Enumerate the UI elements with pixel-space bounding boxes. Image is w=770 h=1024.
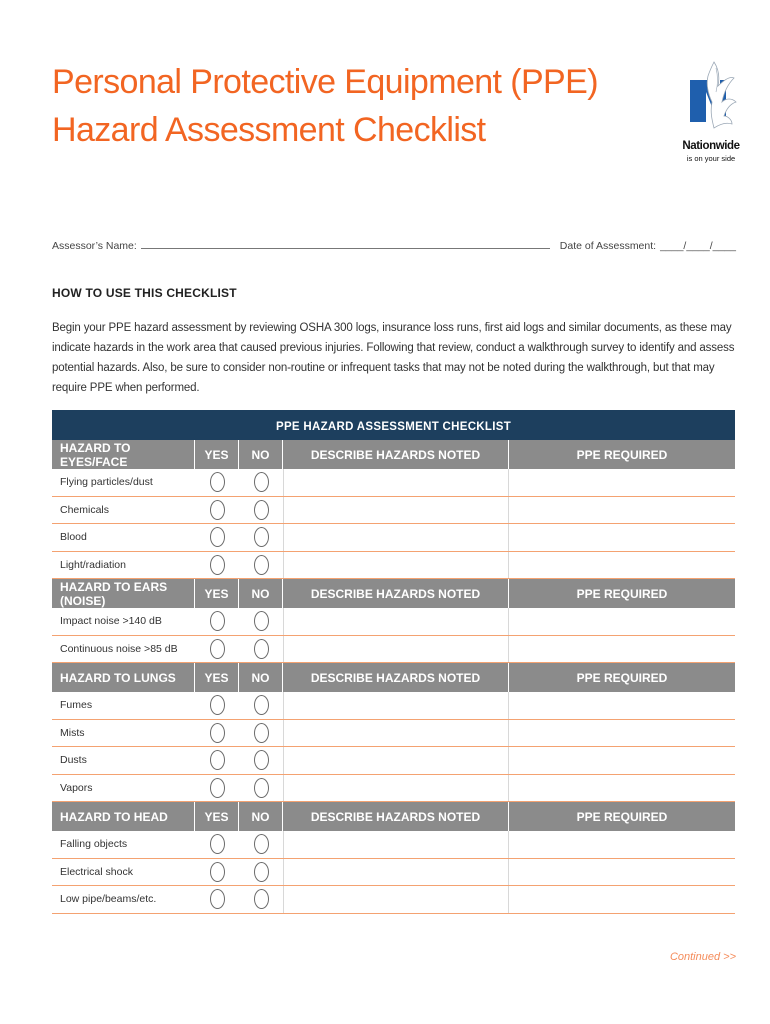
- table-sections: [52, 440, 735, 914]
- ppe-required-field[interactable]: [509, 886, 735, 913]
- no-radio[interactable]: [254, 639, 269, 659]
- nationwide-logo: [676, 58, 746, 170]
- table-row: [52, 608, 735, 636]
- assessor-row: [52, 240, 736, 252]
- ppe-column-label: PPE REQUIRED: [576, 586, 668, 601]
- yes-column-label: YES: [195, 440, 239, 469]
- no-radio[interactable]: [254, 611, 269, 631]
- no-radio[interactable]: [254, 862, 269, 882]
- describe-hazards-field[interactable]: [283, 775, 509, 802]
- logo-wordmark: Nationwide: [682, 140, 740, 152]
- no-column-label: NO: [239, 579, 283, 608]
- no-cell: [239, 469, 283, 496]
- ppe-column-label: PPE REQUIRED: [576, 447, 668, 462]
- no-radio[interactable]: [254, 695, 269, 715]
- hazard-label: Low pipe/beams/etc.: [60, 893, 157, 906]
- ppe-required-field[interactable]: [509, 720, 735, 747]
- yes-radio[interactable]: [210, 527, 225, 547]
- yes-radio[interactable]: [210, 555, 225, 575]
- table-row: [52, 469, 735, 497]
- no-column-label: NO: [239, 440, 283, 469]
- describe-hazards-field[interactable]: [283, 831, 509, 858]
- hazard-label: Continuous noise >85 dB: [60, 642, 178, 655]
- describe-hazards-field[interactable]: [283, 720, 509, 747]
- no-radio[interactable]: [254, 750, 269, 770]
- ppe-required-field[interactable]: [509, 775, 735, 802]
- table-row: [52, 859, 735, 887]
- table-row: [52, 747, 735, 775]
- hazard-label: Chemicals: [60, 503, 110, 516]
- table-row: [52, 886, 735, 914]
- no-radio[interactable]: [254, 723, 269, 743]
- ppe-checklist-table: [52, 410, 735, 914]
- hazard-label: Flying particles/dust: [60, 476, 153, 489]
- no-radio[interactable]: [254, 555, 269, 575]
- how-to-title: HOW TO USE THIS CHECKLIST: [52, 286, 237, 300]
- no-radio[interactable]: [254, 889, 269, 909]
- describe-column-label: DESCRIBE HAZARDS NOTED: [283, 802, 509, 831]
- hazard-label: Impact noise >140 dB: [60, 615, 162, 628]
- document-title: [52, 58, 598, 154]
- no-cell: [239, 497, 283, 524]
- no-radio[interactable]: [254, 527, 269, 547]
- yes-cell: [195, 886, 239, 913]
- describe-hazards-field[interactable]: [283, 469, 509, 496]
- logo-tagline: is on your side: [686, 154, 736, 163]
- yes-cell: [195, 747, 239, 774]
- table-row: [52, 775, 735, 803]
- describe-hazards-field[interactable]: [283, 636, 509, 663]
- section-header: [52, 663, 735, 692]
- yes-cell: [195, 859, 239, 886]
- table-row: [52, 720, 735, 748]
- yes-radio[interactable]: [210, 472, 225, 492]
- describe-hazards-field[interactable]: [283, 692, 509, 719]
- yes-radio[interactable]: [210, 750, 225, 770]
- assessor-name-field[interactable]: [141, 240, 550, 249]
- yes-cell: [195, 775, 239, 802]
- yes-radio[interactable]: [210, 834, 225, 854]
- ppe-column-label: PPE REQUIRED: [576, 809, 668, 824]
- table-row: [52, 692, 735, 720]
- describe-column-label: DESCRIBE HAZARDS NOTED: [283, 579, 509, 608]
- hazard-label: Falling objects: [60, 838, 128, 851]
- yes-column-label: YES: [195, 579, 239, 608]
- no-cell: [239, 636, 283, 663]
- yes-cell: [195, 636, 239, 663]
- hazard-label: Mists: [60, 726, 85, 739]
- continued-link[interactable]: Continued >>: [669, 951, 736, 963]
- no-cell: [239, 886, 283, 913]
- hazard-label: Electrical shock: [60, 865, 133, 878]
- yes-cell: [195, 831, 239, 858]
- section-heading: HAZARD TO EARS (NOISE): [52, 579, 195, 608]
- yes-cell: [195, 552, 239, 579]
- yes-radio[interactable]: [210, 639, 225, 659]
- hazard-label: Light/radiation: [60, 558, 126, 571]
- date-field[interactable]: ____/____/____: [660, 240, 736, 252]
- hazard-label: Blood: [60, 531, 87, 544]
- yes-radio[interactable]: [210, 500, 225, 520]
- section-heading: HAZARD TO EYES/FACE: [52, 440, 195, 469]
- describe-hazards-field[interactable]: [283, 859, 509, 886]
- describe-column-label: DESCRIBE HAZARDS NOTED: [283, 663, 509, 692]
- title-line-2: Hazard Assessment Checklist: [52, 111, 486, 149]
- ppe-required-field[interactable]: [509, 859, 735, 886]
- no-cell: [239, 775, 283, 802]
- yes-radio[interactable]: [210, 889, 225, 909]
- no-radio[interactable]: [254, 500, 269, 520]
- describe-hazards-field[interactable]: [283, 886, 509, 913]
- no-cell: [239, 692, 283, 719]
- table-banner: PPE HAZARD ASSESSMENT CHECKLIST: [52, 410, 735, 440]
- eagle-icon: [676, 58, 746, 140]
- yes-cell: [195, 497, 239, 524]
- ppe-required-field[interactable]: [509, 497, 735, 524]
- no-cell: [239, 831, 283, 858]
- describe-hazards-field[interactable]: [283, 524, 509, 551]
- describe-hazards-field[interactable]: [283, 747, 509, 774]
- hazard-label: Fumes: [60, 699, 93, 712]
- ppe-required-field[interactable]: [509, 636, 735, 663]
- yes-column-label: YES: [195, 663, 239, 692]
- assessor-name-label: Assessor’s Name:: [52, 240, 137, 252]
- yes-radio[interactable]: [210, 723, 225, 743]
- title-line-1: Personal Protective Equipment (PPE): [52, 63, 598, 101]
- no-radio[interactable]: [254, 472, 269, 492]
- section-heading: HAZARD TO LUNGS: [52, 663, 195, 692]
- yes-column-label: YES: [195, 802, 239, 831]
- ppe-column-label: PPE REQUIRED: [576, 670, 668, 685]
- yes-cell: [195, 524, 239, 551]
- yes-cell: [195, 469, 239, 496]
- no-cell: [239, 524, 283, 551]
- yes-cell: [195, 692, 239, 719]
- date-label: Date of Assessment:: [559, 240, 657, 252]
- no-cell: [239, 608, 283, 635]
- hazard-label: Dusts: [60, 754, 87, 767]
- how-to-body: Begin your PPE hazard assessment by reviewing OSHA 300 logs, insurance loss runs, first aid logs and similar documents, as these may indicate hazards in the work area that caused previous injuries. Following that review, conduct a walkthrough survey to identify and assess potential hazards. Also, be sure to consider non-routine or infrequent tasks that may not be noted during the walkthrough, but that may require PPE when performed.: [52, 322, 735, 394]
- describe-hazards-field[interactable]: [283, 552, 509, 579]
- ppe-required-field[interactable]: [509, 524, 735, 551]
- no-cell: [239, 747, 283, 774]
- table-row: [52, 497, 735, 525]
- table-row: [52, 636, 735, 664]
- describe-hazards-field[interactable]: [283, 497, 509, 524]
- hazard-label: Vapors: [60, 781, 93, 794]
- section-header: [52, 440, 735, 469]
- no-radio[interactable]: [254, 834, 269, 854]
- table-row: [52, 524, 735, 552]
- section-header: [52, 802, 735, 831]
- no-cell: [239, 720, 283, 747]
- yes-cell: [195, 608, 239, 635]
- ppe-required-field[interactable]: [509, 831, 735, 858]
- ppe-required-field[interactable]: [509, 747, 735, 774]
- ppe-required-field[interactable]: [509, 608, 735, 635]
- yes-radio[interactable]: [210, 778, 225, 798]
- no-column-label: NO: [239, 663, 283, 692]
- yes-radio[interactable]: [210, 611, 225, 631]
- table-row: [52, 831, 735, 859]
- ppe-required-field[interactable]: [509, 469, 735, 496]
- describe-column-label: DESCRIBE HAZARDS NOTED: [283, 440, 509, 469]
- ppe-required-field[interactable]: [509, 692, 735, 719]
- no-cell: [239, 859, 283, 886]
- ppe-required-field[interactable]: [509, 552, 735, 579]
- yes-radio[interactable]: [210, 695, 225, 715]
- table-row: [52, 552, 735, 580]
- section-heading: HAZARD TO HEAD: [52, 802, 195, 831]
- section-header: [52, 579, 735, 608]
- yes-radio[interactable]: [210, 862, 225, 882]
- yes-cell: [195, 720, 239, 747]
- describe-hazards-field[interactable]: [283, 608, 509, 635]
- no-column-label: NO: [239, 802, 283, 831]
- no-cell: [239, 552, 283, 579]
- no-radio[interactable]: [254, 778, 269, 798]
